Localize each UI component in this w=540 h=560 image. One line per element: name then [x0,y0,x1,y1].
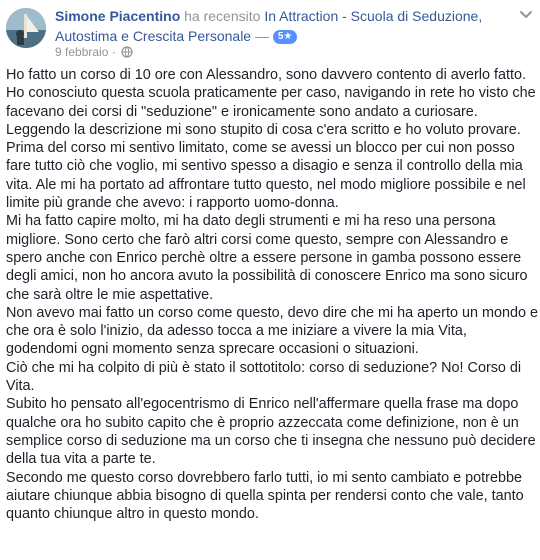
review-text [6,66,538,523]
post-header [0,0,540,60]
reviewed-page-link[interactable]: In Attraction - Scuola di Seduzione, Autostima e Crescita Personale [55,8,483,44]
post-date[interactable]: 9 febbraio [55,45,109,59]
review-paragraph: Secondo me questo corso dovrebbero farlo tutti, io mi sento cambiato e potrebbe aiutare chiunque abbia bisogno di quella spinta per rendersi conto che vale, tanto quanto chiunque altro in questo mondo. [6,469,524,523]
review-paragraph: Non avevo mai fatto un corso come questo, devo dire che mi ha aperto un mondo e che ora è solo l'inizio, da adesso tocca a me iniziare a vivere la mia Vita, godendomi ogni momento senza sprecare occasioni o situazioni. [6,304,538,358]
date-separator: · [108,45,120,59]
avatar[interactable] [6,8,46,48]
chevron-down-icon[interactable] [518,6,534,22]
post-meta [55,45,133,61]
rating-badge: 5★ [273,30,298,44]
review-paragraph: Ho fatto un corso di 10 ore con Alessandro, sono davvero contento di averlo fatto. [6,67,526,83]
review-paragraph: Leggendo la descrizione mi sono stupito di cosa c'era scritto e ho voluto provare. [6,121,521,138]
avatar-photo [6,8,46,48]
globe-icon [121,46,133,61]
review-paragraph: Prima del corso mi sentivo limitato, come se avessi un blocco per cui non posso fare tutto ciò che voglio, mi sentivo spesso a disagio e senza il controllo della mia vita. Ale mi ha portato ad affrontare tutto questo, nel modo migliore possibile e nel limite più grande che avevo: i rapporto uomo-donna. [6,140,526,212]
author-name[interactable]: Simone Piacentino [55,8,181,24]
review-paragraph: Mi ha fatto capire molto, mi ha dato degli strumenti e mi ha reso una persona migliore. Sono certo che farò altri corsi come questo, sempre con Alessandro e spero anche con Enrico perchè oltre a essere persone in gamba possono essere degli amici, non ho ancora avuto la possibilità di conoscere Enrico ma sono sicuro che sarà oltre le mie aspettative. [6,213,528,303]
review-paragraph: Ciò che mi ha colpito di più è stato il sottotitolo: corso di seduzione? No! Corso di Vita. [6,359,522,395]
post-title [55,6,495,46]
review-paragraph: Ho conosciuto questa scuola praticamente per caso, navigando in rete ho visto che facevano dei corsi di "seduzione" e ironicamente sono andato a curiosare. [6,85,536,120]
review-paragraph: Subito ho pensato all'egocentrismo di Enrico nell'affermare quella frase ma dopo qualche ora ho subito capito che è proprio azzeccata come definizione, non è un semplice corso di seduzione ma un corso che ti insegna che nessuno può decidere della tua vita a parte te. [6,396,536,468]
title-separator: — [251,28,273,44]
review-action-text: ha recensito [184,8,261,24]
